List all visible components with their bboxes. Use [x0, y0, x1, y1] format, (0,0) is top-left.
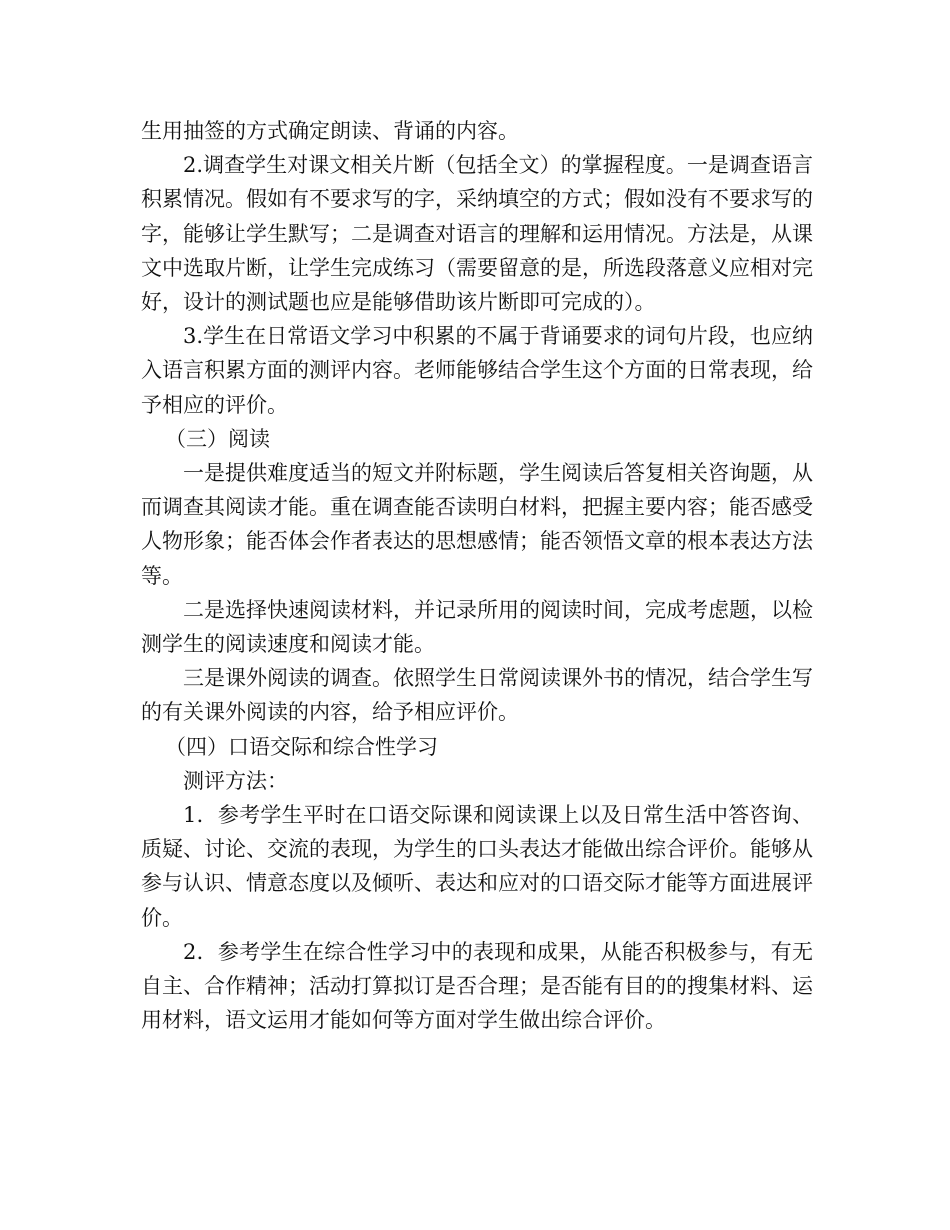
document-body	[141, 114, 813, 1037]
paragraph-item-3: 3.学生在日常语文学习中积累的不属于背诵要求的词句片段，也应纳入语言积累方面的测评内容。老师能够结合学生这个方面的日常表现，给予相应的评价。	[141, 324, 813, 417]
paragraph-oral-1: 1．参考学生平时在口语交际课和阅读课上以及日常生活中答咨询、质疑、讨论、交流的表现，为学生的口头表达才能做出综合评价。能够从参与认识、情意态度以及倾听、表达和应对的口语交际才能等方面进展评价。	[141, 803, 813, 930]
paragraph-item-2: 2.调查学生对课文相关片断（包括全文）的掌握程度。一是调查语言积累情况。假如有不要求写的字，采纳填空的方式；假如没有不要求写的字，能够让学生默写；二是调查对语言的理解和运用情况。方法是，从课文中选取片断，让学生完成练习（需要留意的是，所选段落意义应相对完好，设计的测试题也应是能够借助该片断即可完成的）。	[141, 153, 813, 315]
paragraph-oral-2: 2．参考学生在综合性学习中的表现和成果，从能否积极参与，有无自主、合作精神；活动打算拟订是否合理；是否能有目的的搜集材料、运用材料，语文运用才能如何等方面对学生做出综合评价。	[141, 939, 813, 1033]
paragraph-reading-2: 二是选择快速阅读材料，并记录所用的阅读时间，完成考虑题，以检测学生的阅读速度和阅读才能。	[141, 597, 813, 657]
paragraph-reading-1: 一是提供难度适当的短文并附标题，学生阅读后答复相关咨询题，从而调查其阅读才能。重在调查能否读明白材料，把握主要内容；能否感受人物形象；能否体会作者表达的思想感情；能否领悟文章的根本表达方法等。	[141, 461, 813, 588]
section-heading-reading: （三）阅读	[165, 426, 270, 451]
section-heading-oral: （四）口语交际和综合性学习	[165, 734, 438, 759]
paragraph-continuation: 生用抽签的方式确定朗读、背诵的内容。	[141, 119, 519, 143]
paragraph-reading-3: 三是课外阅读的调查。依照学生日常阅读课外书的情况，结合学生写的有关课外阅读的内容，给予相应评价。	[141, 666, 813, 725]
paragraph-method-label: 测评方法：	[183, 768, 288, 793]
